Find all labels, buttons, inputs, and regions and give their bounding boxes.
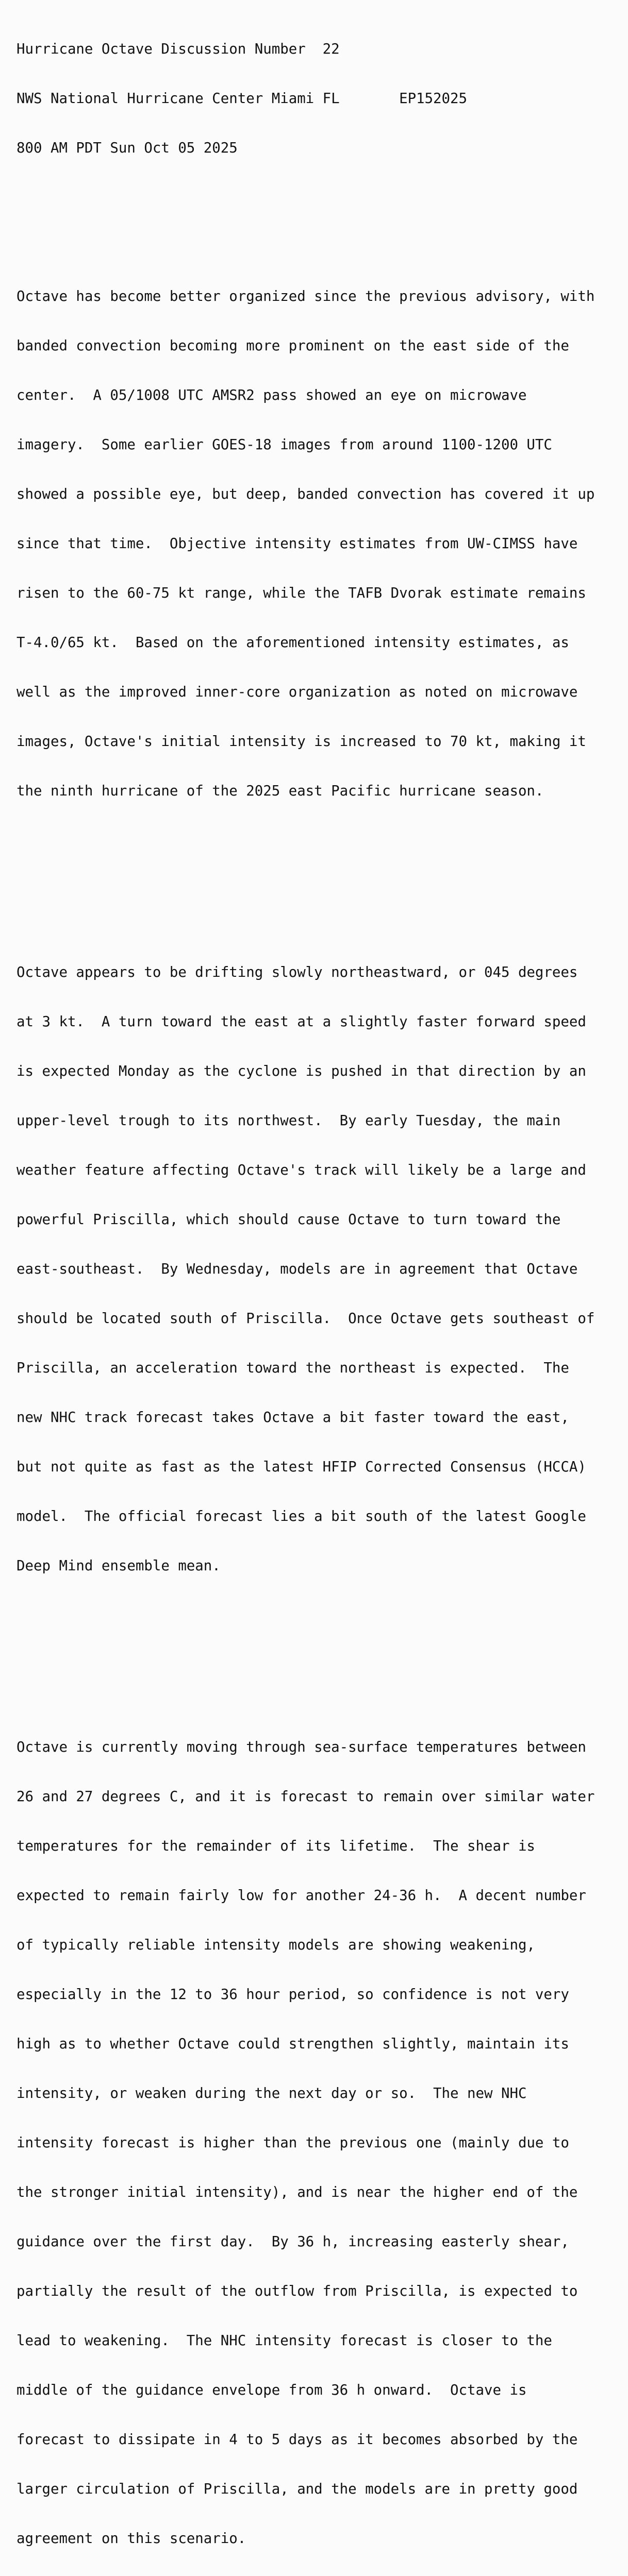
paragraph-line: high as to whether Octave could strengthen slightly, maintain its: [16, 2036, 569, 2052]
paragraph-line: expected to remain fairly low for another 24-36 h. A decent number: [16, 1888, 586, 1904]
paragraph-line: 26 and 27 degrees C, and it is forecast to remain over similar water: [16, 1789, 595, 1805]
paragraph-line: the ninth hurricane of the 2025 east Pacific hurricane season.: [16, 783, 544, 799]
paragraph-line: especially in the 12 to 36 hour period, so confidence is not very: [16, 1987, 569, 2003]
paragraph-line: agreement on this scenario.: [16, 2531, 246, 2547]
paragraph-line: model. The official forecast lies a bit south of the latest Google: [16, 1509, 586, 1524]
spacer: [16, 190, 620, 206]
paragraph-line: at 3 kt. A turn toward the east at a slightly faster forward speed: [16, 1014, 586, 1030]
paragraph-line: new NHC track forecast takes Octave a bit faster toward the east,: [16, 1410, 569, 1426]
paragraph-line: Deep Mind ensemble mean.: [16, 1558, 221, 1574]
paragraph-line: east-southeast. By Wednesday, models are in agreement that Octave: [16, 1261, 578, 1277]
paragraph-line: Octave is currently moving through sea-surface temperatures between: [16, 1739, 586, 1755]
paragraph-line: powerful Priscilla, which should cause Octave to turn toward the: [16, 1212, 561, 1228]
paragraph-3: [16, 1706, 620, 2576]
spacer: [16, 866, 620, 882]
paragraph-line: lead to weakening. The NHC intensity forecast is closer to the: [16, 2333, 552, 2349]
paragraph-line: Octave has become better organized since the previous advisory, with: [16, 289, 595, 304]
spacer: [16, 1640, 620, 1657]
paragraph-line: T-4.0/65 kt. Based on the aforementioned intensity estimates, as: [16, 635, 569, 651]
paragraph-line: guidance over the first day. By 36 h, increasing easterly shear,: [16, 2234, 569, 2250]
paragraph-line: larger circulation of Priscilla, and the models are in pretty good: [16, 2481, 578, 2497]
paragraph-line: showed a possible eye, but deep, banded convection has covered it up: [16, 486, 595, 502]
paragraph-line: should be located south of Priscilla. Once Octave gets southeast of: [16, 1311, 595, 1327]
paragraph-line: middle of the guidance envelope from 36 h onward. Octave is: [16, 2382, 527, 2398]
paragraph-line: the stronger initial intensity), and is near the higher end of the: [16, 2184, 578, 2200]
paragraph-line: upper-level trough to its northwest. By early Tuesday, the main: [16, 1113, 561, 1129]
paragraph-line: intensity forecast is higher than the previous one (mainly due to: [16, 2135, 569, 2151]
paragraph-line: risen to the 60-75 kt range, while the TAFB Dvorak estimate remains: [16, 585, 586, 601]
paragraph-line: weather feature affecting Octave's track will likely be a large and: [16, 1162, 586, 1178]
paragraph-line: of typically reliable intensity models are showing weakening,: [16, 1937, 535, 1953]
paragraph-line: well as the improved inner-core organization as noted on microwave: [16, 684, 578, 700]
paragraph-line: imagery. Some earlier GOES-18 images from around 1100-1200 UTC: [16, 437, 552, 453]
paragraph-line: intensity, or weaken during the next day or so. The new NHC: [16, 2086, 527, 2102]
paragraph-line: is expected Monday as the cyclone is pushed in that direction by an: [16, 1063, 586, 1079]
paragraph-line: Octave appears to be drifting slowly northeastward, or 045 degrees: [16, 964, 578, 980]
product-title: Hurricane Octave Discussion Number 22: [16, 41, 340, 57]
paragraph-line: temperatures for the remainder of its lifetime. The shear is: [16, 1838, 535, 1854]
issuing-office: NWS National Hurricane Center Miami FL EP152025: [16, 91, 467, 107]
paragraph-line: center. A 05/1008 UTC AMSR2 pass showed an eye on microwave: [16, 387, 527, 403]
discussion-document: [16, 8, 620, 2576]
paragraph-line: forecast to dissipate in 4 to 5 days as it becomes absorbed by the: [16, 2432, 578, 2448]
paragraph-1: [16, 256, 620, 833]
paragraph-line: partially the result of the outflow from Priscilla, is expected to: [16, 2283, 578, 2299]
paragraph-2: [16, 931, 620, 1607]
paragraph-line: but not quite as fast as the latest HFIP Corrected Consensus (HCCA): [16, 1459, 586, 1475]
issue-time: 800 AM PDT Sun Oct 05 2025: [16, 140, 238, 156]
paragraph-line: images, Octave's initial intensity is increased to 70 kt, making it: [16, 734, 586, 750]
paragraph-line: Priscilla, an acceleration toward the northeast is expected. The: [16, 1360, 569, 1376]
paragraph-line: since that time. Objective intensity estimates from UW-CIMSS have: [16, 536, 578, 552]
paragraph-line: banded convection becoming more prominent on the east side of the: [16, 338, 569, 354]
